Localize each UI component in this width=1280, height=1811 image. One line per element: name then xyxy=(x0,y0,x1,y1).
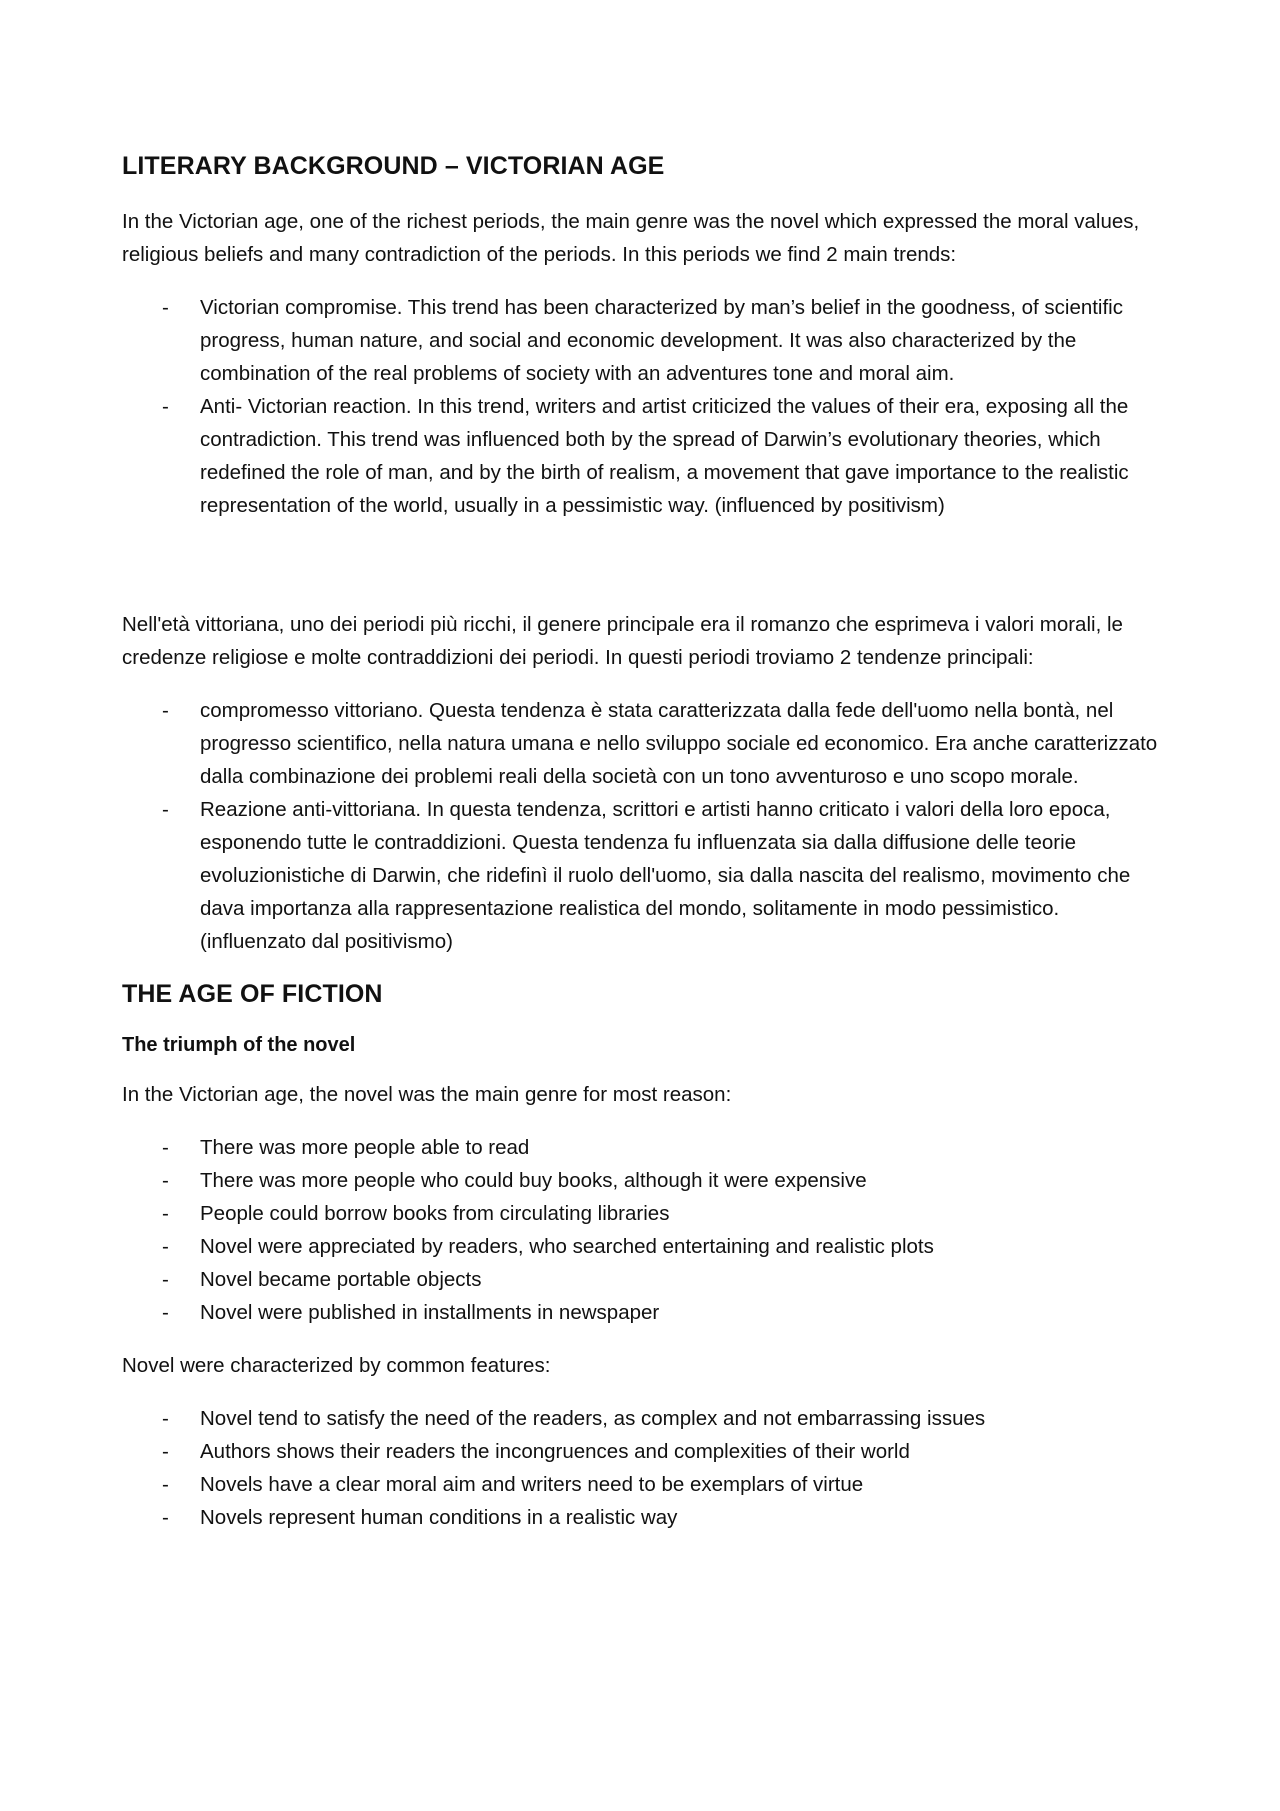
dash-bullet: - xyxy=(162,1473,169,1496)
dash-bullet: - xyxy=(162,1407,169,1430)
list-item-text: Anti- Victorian reaction. In this trend, writers and artist criticized the values of their era, exposing all the contradiction. This trend was influenced both by the spread of Darwin’s evolutionary theories, which redefined the role of man, and by the birth of realism, a movement that gave importance to the realistic representation of the world, usually in a pessimistic way. (influenced by positivism) xyxy=(200,394,1129,517)
heading-literary-background: LITERARY BACKGROUND – VICTORIAN AGE xyxy=(122,152,665,180)
list-item-text: Novel tend to satisfy the need of the readers, as complex and not embarrassing issues xyxy=(200,1407,986,1430)
dash-bullet: - xyxy=(162,1301,169,1324)
dash-bullet: - xyxy=(162,698,169,722)
list-item-text: Victorian compromise. This trend has been characterized by man’s belief in the goodness, of scientific progress, human nature, and social and economic development. It was also characterized by the combination of the real problems of society with an adventures tone and moral aim. xyxy=(200,295,1123,385)
list-item xyxy=(122,1197,1162,1230)
list-item-text: Novel became portable objects xyxy=(200,1268,482,1291)
dash-bullet: - xyxy=(162,1235,169,1258)
list-item-text: compromesso vittoriano. Questa tendenza è stata caratterizzata dalla fede dell'uomo nella bontà, nel progresso scientifico, nella natura umana e nello sviluppo sociale ed economico. Era anche caratterizzato dalla combinazione dei problemi reali della società con un tono avventuroso e uno scopo morale. xyxy=(200,698,1158,788)
list-item xyxy=(122,694,1162,793)
list-item xyxy=(122,1164,1162,1197)
dash-bullet: - xyxy=(162,1440,169,1463)
list-item xyxy=(122,1468,1162,1501)
list-item-text: There was more people able to read xyxy=(200,1136,530,1159)
list-item xyxy=(122,1296,1162,1329)
list-features xyxy=(122,1402,1162,1534)
paragraph-intro-it: Nell'età vittoriana, uno dei periodi più ricchi, il genere principale era il romanzo che esprimeva i valori morali, le credenze religiose e molte contraddizioni dei periodi. In questi periodi troviamo 2 tendenze principali: xyxy=(122,612,1123,669)
list-item-text: Novels have a clear moral aim and writers need to be exemplars of virtue xyxy=(200,1473,864,1496)
dash-bullet: - xyxy=(162,1169,169,1192)
dash-bullet: - xyxy=(162,1136,169,1159)
blank-space xyxy=(122,542,1162,608)
subheading-triumph-of-novel: The triumph of the novel xyxy=(122,1034,356,1056)
list-item xyxy=(122,1501,1162,1534)
list-item-text: Novel were published in installments in newspaper xyxy=(200,1301,660,1324)
list-item xyxy=(122,1263,1162,1296)
paragraph-intro-en: In the Victorian age, one of the richest periods, the main genre was the novel which expressed the moral values, religious beliefs and many contradiction of the periods. In this periods we find 2 main trends: xyxy=(122,209,1140,266)
dash-bullet: - xyxy=(162,1202,169,1225)
list-item xyxy=(122,793,1162,958)
document-body xyxy=(122,150,1162,1554)
list-item xyxy=(122,291,1162,390)
list-item xyxy=(122,1402,1162,1435)
list-item-text: Reazione anti-vittoriana. In questa tendenza, scrittori e artisti hanno criticato i valori della loro epoca, esponendo tutte le contraddizioni. Questa tendenza fu influenzata sia dalla diffusione delle teorie evoluzionistiche di Darwin, che ridefinì il ruolo dell'uomo, sia dalla nascita del realismo, movimento che dava importanza alla rappresentazione realistica del mondo, solitamente in modo pessimistico. (influenzato dal positivismo) xyxy=(200,797,1131,953)
heading-age-of-fiction: THE AGE OF FICTION xyxy=(122,979,383,1008)
list-item xyxy=(122,1435,1162,1468)
dash-bullet: - xyxy=(162,394,169,418)
list-item-text: People could borrow books from circulating libraries xyxy=(200,1202,670,1225)
list-item xyxy=(122,1230,1162,1263)
list-trends-it xyxy=(122,694,1162,958)
list-trends-en xyxy=(122,291,1162,522)
list-item xyxy=(122,390,1162,522)
list-novel-reasons xyxy=(122,1131,1162,1329)
list-item xyxy=(122,1131,1162,1164)
dash-bullet: - xyxy=(162,1506,169,1529)
dash-bullet: - xyxy=(162,295,169,319)
list-item-text: Novels represent human conditions in a realistic way xyxy=(200,1506,678,1529)
dash-bullet: - xyxy=(162,797,169,821)
list-item-text: Novel were appreciated by readers, who searched entertaining and realistic plots xyxy=(200,1235,934,1258)
dash-bullet: - xyxy=(162,1268,169,1291)
paragraph-features-intro: Novel were characterized by common features: xyxy=(122,1354,551,1377)
list-item-text: There was more people who could buy books, although it were expensive xyxy=(200,1169,867,1192)
list-item-text: Authors shows their readers the incongruences and complexities of their world xyxy=(200,1440,910,1463)
paragraph-novel-intro: In the Victorian age, the novel was the main genre for most reason: xyxy=(122,1083,732,1106)
